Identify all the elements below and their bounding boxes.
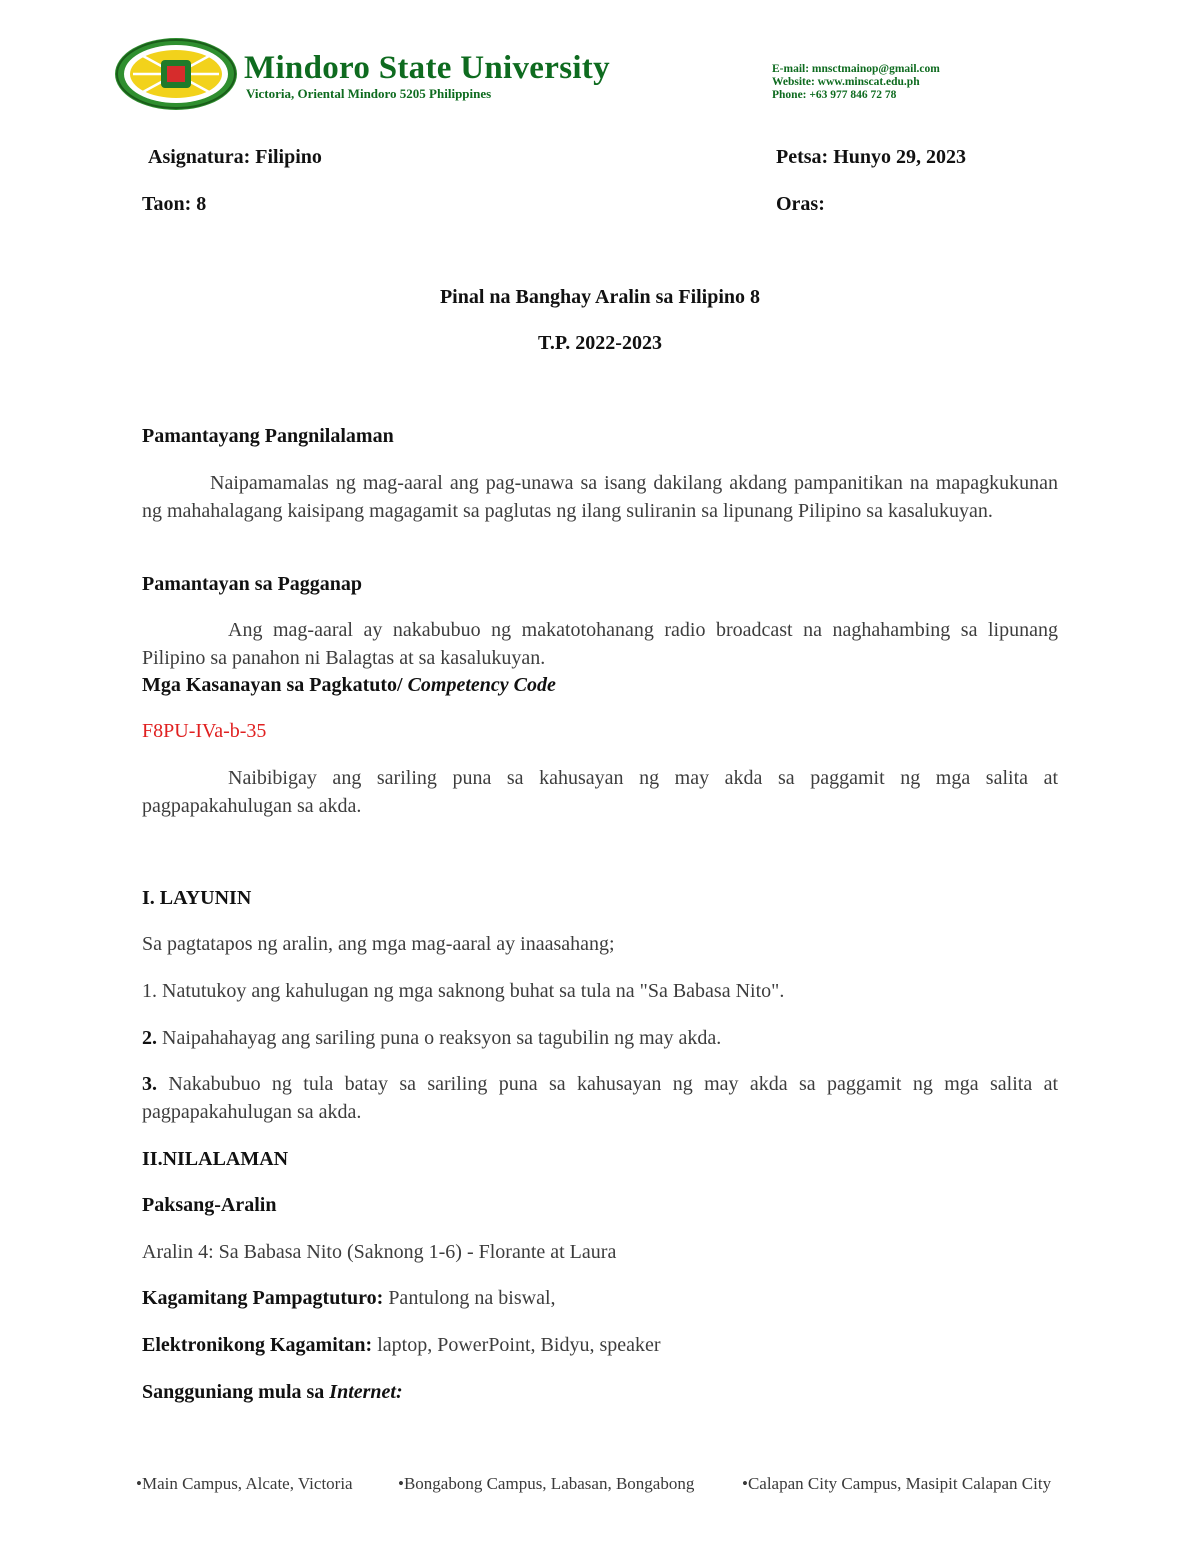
objective-item-3 bbox=[142, 1070, 1058, 1126]
competency-heading bbox=[142, 671, 556, 699]
performance-standard-heading: Pamantayan sa Pagganap bbox=[142, 573, 363, 595]
content-standard-text: Naipamamalas ng mag-aaral ang pag-unawa sa isang dakilang akdang pampanitikan na mapagkukunan ng mahahalagang kaisipang magagamit sa paglutas ng ilang suliranin sa lipunang Pilipino sa kasalukuyan. bbox=[142, 472, 1058, 522]
objective-text: Naipahahayag ang sariling puna o reaksyon sa tagubilin ng may akda. bbox=[162, 1027, 722, 1049]
university-name: Mindoro State University bbox=[244, 50, 610, 86]
objectives-intro: Sa pagtatapos ng aralin, ang mga mag-aaral ay inaasahang; bbox=[142, 933, 615, 955]
phone-text: Phone: +63 977 846 72 78 bbox=[772, 89, 897, 101]
content-heading: II.NILALAMAN bbox=[142, 1148, 289, 1170]
subject-label: Asignatura: Filipino bbox=[148, 146, 322, 168]
email-text: E-mail: mnsctmainop@gmail.com bbox=[772, 63, 940, 75]
website-text: Website: www.minscat.edu.ph bbox=[772, 76, 920, 88]
objectives-heading: I. LAYUNIN bbox=[142, 887, 252, 909]
objective-item-1 bbox=[142, 977, 784, 1005]
objective-text: Nakabubuo ng tula batay sa sariling puna sa kahusayan ng may akda sa paggamit ng mga salita at pagpapakahulugan sa akda. bbox=[142, 1073, 1059, 1123]
objective-number: 1. bbox=[142, 980, 157, 1002]
competency-code-label: Competency Code bbox=[407, 674, 556, 696]
references-label: Sangguniang mula sa bbox=[142, 1381, 325, 1403]
objective-text: Natutukoy ang kahulugan ng mga saknong buhat sa tula na "Sa Babasa Nito". bbox=[162, 980, 785, 1002]
electronic-label: Elektronikong Kagamitan: bbox=[142, 1334, 373, 1356]
university-seal-logo bbox=[113, 36, 239, 112]
content-standard-heading: Pamantayang Pangnilalaman bbox=[142, 425, 394, 447]
page-title: Pinal na Banghay Aralin sa Filipino 8 bbox=[439, 286, 761, 308]
time-label: Oras: bbox=[776, 193, 825, 215]
objective-item-2 bbox=[142, 1024, 721, 1052]
school-year: T.P. 2022-2023 bbox=[538, 332, 662, 354]
footer-campus-bongabong: •Bongabong Campus, Labasan, Bongabong bbox=[398, 1474, 695, 1493]
footer-campus-main: •Main Campus, Alcate, Victoria bbox=[136, 1474, 353, 1493]
references-line bbox=[142, 1378, 403, 1406]
competency-code: F8PU-IVa-b-35 bbox=[142, 720, 267, 742]
footer-campus-calapan: •Calapan City Campus, Masipit Calapan City bbox=[742, 1474, 1052, 1493]
competency-heading-text: Mga Kasanayan sa Pagkatuto/ bbox=[142, 674, 403, 696]
references-italic: Internet: bbox=[329, 1381, 403, 1403]
contact-block bbox=[772, 63, 940, 102]
materials-label: Kagamitang Pampagtuturo: bbox=[142, 1287, 384, 1309]
materials-line bbox=[142, 1284, 556, 1312]
competency-text: Naibibigay ang sariling puna sa kahusayan ng may akda sa paggamit ng mga salita at pagpapakahulugan sa akda. bbox=[142, 767, 1058, 817]
topic-text: Aralin 4: Sa Babasa Nito (Saknong 1-6) - Florante at Laura bbox=[142, 1241, 617, 1263]
topic-heading: Paksang-Aralin bbox=[142, 1194, 277, 1216]
materials-value: Pantulong na biswal, bbox=[388, 1287, 556, 1309]
electronic-line bbox=[142, 1331, 661, 1359]
objective-number: 3. bbox=[142, 1073, 157, 1095]
university-address: Victoria, Oriental Mindoro 5205 Philippines bbox=[246, 86, 492, 101]
grade-label: Taon: 8 bbox=[142, 193, 207, 215]
date-label: Petsa: Hunyo 29, 2023 bbox=[776, 146, 966, 168]
performance-standard-text: Ang mag-aaral ay nakabubuo ng makatotohanang radio broadcast na naghahambing sa lipunang Pilipino sa panahon ni Balagtas at sa kasalukuyan. bbox=[142, 619, 1058, 669]
objective-number: 2. bbox=[142, 1027, 157, 1049]
electronic-value: laptop, PowerPoint, Bidyu, speaker bbox=[377, 1334, 661, 1356]
